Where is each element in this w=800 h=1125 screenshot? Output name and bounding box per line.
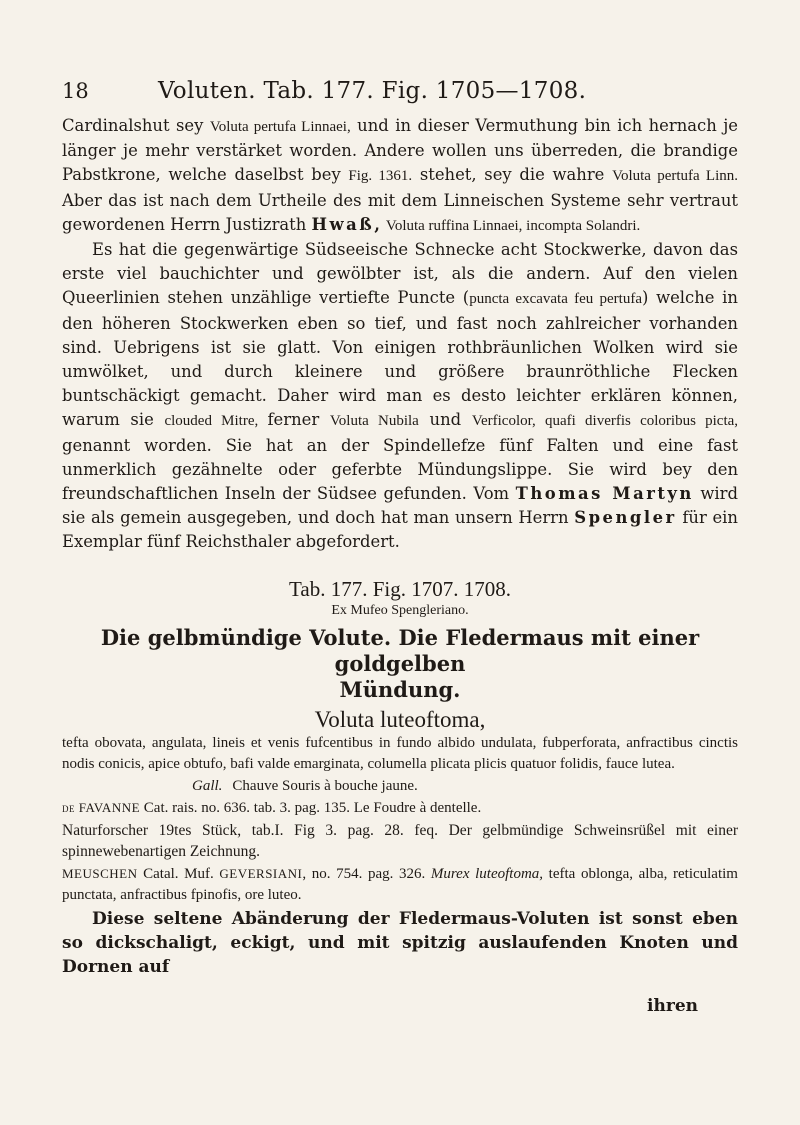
latin-name: Murex luteoftoma, (430, 865, 544, 882)
reference-text: Catal. Muf. (137, 865, 220, 882)
reference-author: de FAVANNE (62, 800, 141, 816)
latin-name: Voluta Nubila (329, 413, 419, 430)
text-fragment: Es hat die gegenwärtige Südseeische Schnecke acht Stockwerke, davon das erste viel bauchichter und gewölbter ist, als die andern. Auf den vielen Queerlinien stehen unzählige vertiefte Puncte ( (62, 240, 738, 308)
gall-text: Chauve Souris à bouche jaune. (232, 777, 418, 794)
reference-favanne (62, 797, 738, 820)
page-number: 18 (62, 79, 89, 103)
section-title (62, 625, 738, 703)
catchword: ihren (647, 995, 698, 1016)
text-fragment: ferner (267, 410, 330, 430)
french-name (62, 776, 738, 798)
collection-source: Ex Mufeo Spengleriano. (331, 602, 469, 618)
latin-description (62, 733, 738, 776)
final-paragraph (62, 907, 738, 979)
reference-author: Naturforscher (62, 821, 149, 839)
reference-meuschen (62, 863, 738, 907)
person-name: Thomas Martyn (515, 484, 694, 504)
english-name: clouded Mitre, (164, 413, 268, 430)
reference-text: Cat. rais. no. 636. tab. 3. pag. 135. Le Foudre à dentelle. (140, 800, 482, 817)
latin-description-text: tefta obovata, angulata, lineis et venis fufcentibus in fundo albido undulata, fubperforata, anfractibus cinctis nodis conicis, apice obtufo, bafi valde emarginata, columella plicata plicis quatuor folidis, fauce lutea. (62, 734, 738, 773)
running-title: Voluten. Tab. 177. Fig. 1705—1708. (158, 78, 587, 104)
reference-naturforscher (62, 820, 738, 863)
section-title-line: Mündung. (339, 676, 461, 702)
gall-label: Gall. (192, 777, 223, 794)
text-fragment: ) welche in den höheren Stockwerken eben so tief, und fast noch zahlreicher vorhanden sind. Uebrigens ist sie glatt. Von einigen rothbräunlichen Wolken wird sie umwölket, und durch kleinere und größere braunröthliche Flecken buntschäckigt gemacht. Daher wird man es desto leichter erklären können, warum sie (62, 288, 738, 430)
text-fragment: Aber das ist nach dem Urtheile des mit dem Linneischen Systeme sehr vertraut gewordenen Herrn Justizrath (62, 190, 738, 234)
body-text (62, 114, 738, 555)
text-fragment: Cardinalshut sey (62, 116, 210, 135)
paragraph-2 (62, 238, 738, 555)
text-fragment: stehet, sey die wahre (412, 165, 613, 185)
reference-author: GEVERSIANI (219, 865, 303, 881)
latin-name: Verficolor, quafi diverfis coloribus picta, (471, 413, 739, 430)
paragraph-1 (62, 114, 738, 238)
text-fragment: für ein Exemplar fünf Reichsthaler abgefordert. (62, 508, 738, 552)
latin-name: Voluta pertufa Linn. (612, 168, 738, 185)
text-fragment: genannt worden. Sie hat an der Spindellefze fünf Falten und eine fast unmerklich gezähnelte oder geferbte Mündungslippe. Sie wird bey den freundschaftlichen Inseln der Südsee gefunden. Vom (62, 435, 738, 504)
reference-text: , no. 754. pag. 326. (302, 865, 431, 882)
plate-reference: Tab. 177. Fig. 1707. 1708. (289, 576, 511, 601)
latin-name: Voluta ruffina Linnaei, incompta Solandri. (382, 217, 641, 234)
final-paragraph-text: Diese seltene Abänderung der Fledermaus-Voluten ist sonst eben so dickschaligt, eckigt, und mit spitzig auslaufenden Knoten und Dornen auf (62, 908, 738, 977)
species-name: Voluta luteoftoma, (314, 706, 486, 732)
reference-text: tefta oblonga, alba, reticulatim punctata, anfractibus fpinofis, ore luteo. (62, 865, 738, 904)
text-fragment: wird sie als gemein ausgegeben, und doch hat man unsern Herrn (62, 484, 739, 528)
latin-name: Voluta pertufa Linnaei, (209, 119, 351, 135)
text-fragment: und in dieser Vermuthung bin ich hernach je länger je mehr verstärket worden. Andere wollen uns überreden, die brandige Pabstkrone, welche daselbst bey (62, 116, 738, 185)
running-head (62, 78, 738, 104)
text-fragment: und (418, 410, 472, 430)
figure-reference: Fig. 1361. (348, 168, 413, 185)
person-name: Spengler (574, 508, 677, 528)
reference-author: MEUSCHEN (62, 865, 138, 881)
person-name: Hwaß, (311, 214, 383, 234)
latin-term: puncta excavata feu pertufa (469, 291, 642, 308)
reference-text: 19tes Stück, tab.I. Fig 3. pag. 28. feq. Der gelbmündige Schweinsrüßel mit einer spinnewebenartigen Zeichnung. (62, 821, 738, 861)
section-title-line: Die gelbmündige Volute. Die Fledermaus mit einer goldgelben (100, 624, 700, 676)
